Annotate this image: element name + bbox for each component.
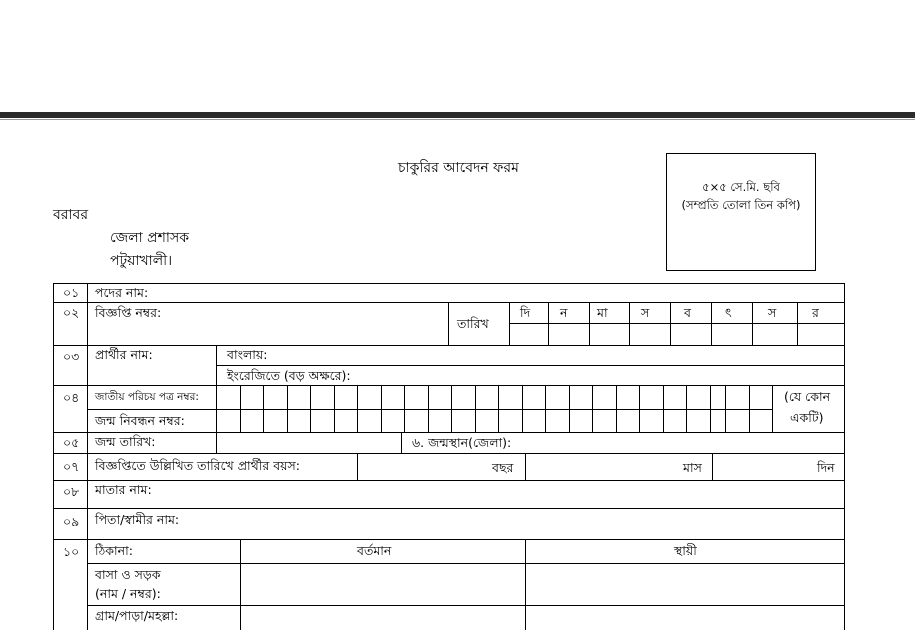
date-letter: মা [597, 305, 608, 320]
row-number: ০১ [63, 285, 80, 300]
date-grid-rule [752, 302, 753, 345]
date-grid-rule [711, 302, 712, 345]
id-grid-rule [569, 385, 570, 432]
date-grid-rule [797, 302, 798, 345]
id-grid-rule [451, 385, 452, 432]
id-grid-rule [686, 385, 687, 432]
photo-note-text: (সম্প্রতি তোলা তিন কপি) [681, 198, 801, 212]
birth-reg-label: জন্ম নিবন্ধন নম্বর: [95, 413, 185, 428]
date-letter: স [641, 305, 650, 320]
id-grid-rule [428, 385, 429, 432]
row-rule [53, 345, 845, 346]
father-husband-name-label: পিতা/স্বামীর নাম: [95, 512, 180, 527]
id-grid-rule [240, 385, 241, 432]
address-row-rule [87, 605, 845, 606]
mother-name-label: মাতার নাম: [95, 482, 152, 497]
id-grid-rule [498, 385, 499, 432]
circular-number-label: বিজ্ঞপ্তি নম্বর: [95, 305, 162, 320]
row-rule [53, 508, 845, 509]
date-grid-rule [629, 302, 630, 345]
table-border-left [53, 283, 54, 630]
addressee-line2: পটুয়াখালী। [110, 253, 173, 269]
row-number: ১০ [63, 544, 80, 559]
number-column-rule [87, 283, 88, 630]
nid-label: জাতীয় পরিচয় পত্র নম্বর: [95, 391, 199, 403]
row-rule [53, 453, 845, 454]
row-rule [53, 480, 845, 481]
name-mid-rule [216, 365, 845, 366]
post-name-label: পদের নাম: [95, 285, 149, 300]
date-letter: দি [520, 305, 531, 320]
row-number: ০৪ [63, 390, 80, 405]
age-split-rule [525, 453, 526, 480]
row-rule [53, 432, 845, 433]
dob-label: জন্ম তারিখ: [95, 434, 156, 449]
id-note: (যে কোন [784, 389, 831, 404]
date-letter: ন [560, 305, 568, 320]
age-year-label: বছর [492, 460, 514, 475]
date-letter: স [768, 305, 777, 320]
id-grid-rule [310, 385, 311, 432]
name-english-label: ইংরেজিতে (বড় অক্ষরে): [227, 368, 351, 383]
date-letter: ব [684, 305, 691, 320]
age-split-rule [357, 453, 358, 480]
age-split-rule [712, 453, 713, 480]
id-grid-rule [216, 385, 217, 432]
id-grid-rule [772, 385, 773, 432]
id-grid-rule [725, 385, 726, 432]
id-grid-rule [749, 385, 750, 432]
id-mid-rule [87, 409, 773, 410]
age-label: বিজ্ঞপ্তিতে উল্লিখিত তারিখে প্রার্থীর বয়স: [95, 458, 300, 473]
id-grid-rule [334, 385, 335, 432]
id-grid-rule [639, 385, 640, 432]
id-grid-rule [263, 385, 264, 432]
address-split-rule [525, 539, 526, 630]
date-grid-rule [548, 302, 549, 345]
age-day-label: দিন [817, 460, 835, 475]
form-title: চাকুরির আবেদন ফরম [398, 160, 519, 176]
row-rule [53, 539, 845, 540]
addressee-line1: জেলা প্রশাসক [110, 230, 189, 246]
id-grid-rule [710, 385, 711, 432]
id-grid-rule [592, 385, 593, 432]
id-grid-rule [545, 385, 546, 432]
addressee-to: বরাবর [53, 207, 89, 223]
present-address-header: বর্তমান [357, 543, 392, 558]
name-number-label: (নাম / নম্বর): [95, 586, 161, 601]
address-row-rule [87, 563, 845, 564]
row-rule [53, 302, 845, 303]
row-rule [53, 385, 845, 386]
table-border-right [844, 283, 845, 630]
village-label: গ্রাম/পাড়া/মহল্লা: [95, 608, 179, 623]
permanent-address-header: স্থায়ী [674, 543, 697, 558]
row-number: ০৭ [63, 459, 80, 474]
row-number: ০৯ [63, 514, 80, 529]
date-letter: ৎ [725, 305, 732, 320]
id-grid-rule [381, 385, 382, 432]
date-grid-rule [670, 302, 671, 345]
applicant-name-label: প্রার্থীর নাম: [95, 347, 153, 362]
id-grid-rule [522, 385, 523, 432]
dob-split-rule [401, 432, 402, 453]
address-split-rule [240, 539, 241, 630]
date-label-rule [448, 302, 449, 345]
id-grid-rule [663, 385, 664, 432]
row-number: ০৩ [63, 349, 80, 364]
row-number: ০৫ [63, 435, 80, 450]
date-grid-rule [589, 302, 590, 345]
row-rule [53, 283, 845, 284]
id-grid-rule [475, 385, 476, 432]
id-grid-rule [404, 385, 405, 432]
row-number: ০২ [63, 305, 80, 320]
id-grid-rule [287, 385, 288, 432]
id-note: একটি) [790, 410, 824, 425]
birthplace-label: ৬. জন্মস্থান(জেলা): [412, 435, 512, 450]
row-number: ০৮ [63, 484, 80, 499]
date-label: তারিখ [457, 316, 489, 331]
date-letter: র [812, 305, 819, 320]
id-grid-rule [616, 385, 617, 432]
id-grid-rule [357, 385, 358, 432]
name-bangla-label: বাংলায়: [227, 347, 268, 362]
house-road-label: বাসা ও সড়ক [95, 567, 161, 582]
photo-size-text: ৫×৫ সে.মি. ছবি [702, 180, 780, 194]
address-label: ঠিকানা: [95, 543, 133, 558]
date-grid-mid-rule [509, 323, 845, 324]
dob-split-rule [216, 432, 217, 453]
age-month-label: মাস [683, 460, 702, 475]
